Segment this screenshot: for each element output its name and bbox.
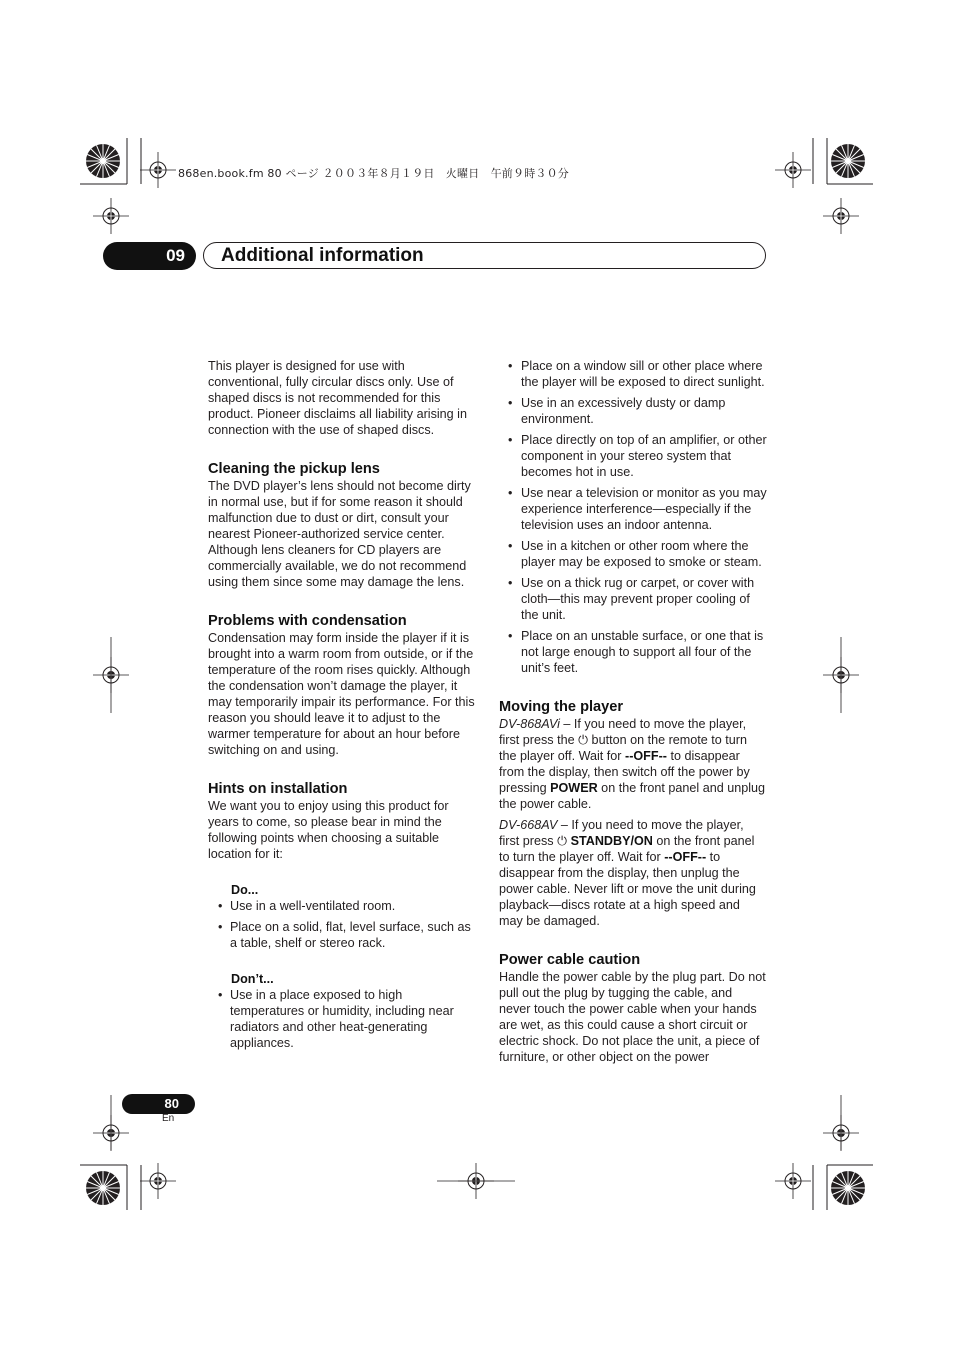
list-item: • Place on a solid, flat, level surface, such as a table, shelf or stereo rack.	[208, 919, 475, 951]
list-item: • Use on a thick rug or carpet, or cover with cloth—this may prevent proper cooling of the unit.	[499, 575, 767, 623]
list-item: • Use in a well-ventilated room.	[208, 898, 475, 914]
do-heading: Do...	[231, 883, 259, 897]
moving-paragraph-868: DV-868AVi – If you need to move the player, first press the ⏻ button on the remote to turn the player off. Wait for --OFF-- to disappear from the display, then switch off the power by pressing POWER on the front panel and unplug the power cable.	[499, 717, 766, 811]
condensation-paragraph: Condensation may form inside the player if it is brought into a warm room from outside, or if the temperature of the room rises quickly. Although the condensation won’t damage the player, it may temporarily impair its performance. For this reason you should leave it to adjust to the warmer temperature for about an hour before switching on and using.	[208, 631, 475, 757]
cable-heading: Power cable caution	[499, 952, 641, 968]
page-language: En	[162, 1113, 175, 1124]
dont-heading: Don’t...	[231, 972, 274, 986]
dont-list	[208, 987, 475, 1051]
moving-paragraph-668: DV-668AV – If you need to move the player, first press ⏻ STANDBY/ON on the front panel to turn the player off. Wait for --OFF-- to disappear from the display, then unplug the power cable. Never lift or move the unit during playback—discs rotate at a high speed and may be damaged.	[499, 818, 756, 928]
model-name: DV-668AV	[499, 818, 558, 832]
condensation-heading: Problems with condensation	[208, 613, 407, 629]
intro-paragraph: This player is designed for use with conventional, fully circular discs only. Use of shaped discs is not recommended for this product. Pioneer disclaims all liability arising in connection with the use of shaped discs.	[208, 359, 467, 437]
list-item: • Use near a television or monitor as you may experience interference—especially if the television uses an indoor antenna.	[499, 485, 767, 533]
cleaning-heading: Cleaning the pickup lens	[208, 461, 380, 477]
model-name: DV-868AVi	[499, 717, 560, 731]
installation-heading: Hints on installation	[208, 781, 348, 797]
power-button-label: POWER	[550, 781, 598, 795]
list-item: • Use in a kitchen or other room where the player may be exposed to smoke or steam.	[499, 538, 767, 570]
standby-button-label: STANDBY/ON	[570, 834, 653, 848]
list-item: • Use in a place exposed to high temperatures or humidity, including near radiators and other heat-generating appliances.	[208, 987, 475, 1051]
installation-paragraph: We want you to enjoy using this product for years to come, so please bear in mind the following points when choosing a suitable location for it:	[208, 799, 449, 861]
list-item: • Place directly on top of an amplifier, or other component in your stereo system that becomes hot in use.	[499, 432, 767, 480]
display-off-text: --OFF--	[664, 850, 707, 864]
power-icon: ⏻	[578, 733, 589, 747]
moving-heading: Moving the player	[499, 699, 624, 715]
list-item: • Use in an excessively dusty or damp environment.	[499, 395, 767, 427]
list-item: • Place on an unstable surface, or one that is not large enough to support all four of the unit’s feet.	[499, 628, 767, 676]
left-column	[208, 358, 475, 1051]
chapter-number-badge: 09	[103, 242, 196, 270]
page-number: 80	[122, 1094, 195, 1114]
list-item: • Place on a window sill or other place where the player will be exposed to direct sunlight.	[499, 358, 767, 390]
display-off-text: --OFF--	[625, 749, 667, 763]
right-column	[499, 358, 767, 1065]
power-icon: ⏻	[557, 834, 568, 848]
cleaning-paragraph: The DVD player’s lens should not become dirty in normal use, but if for some reason it should malfunction due to dust or dirt, consult your nearest Pioneer-authorized service center. Although lens cleaners for CD players are commercially available, we do not recommend using them since some may damage the lens.	[208, 479, 471, 589]
dont-list-continued	[499, 358, 767, 676]
chapter-title: Additional information	[221, 245, 424, 266]
cable-paragraph: Handle the power cable by the plug part. Do not pull out the plug by tugging the cable, and never touch the power cable when your hands are wet, as this could cause a short circuit or electric shock. Do not place the unit, a piece of furniture, or other object on the power	[499, 970, 766, 1064]
do-list	[208, 898, 475, 951]
file-header-line: 868en.book.fm 80 ページ ２００３年８月１９日 火曜日 午前９時３０分	[178, 167, 569, 180]
